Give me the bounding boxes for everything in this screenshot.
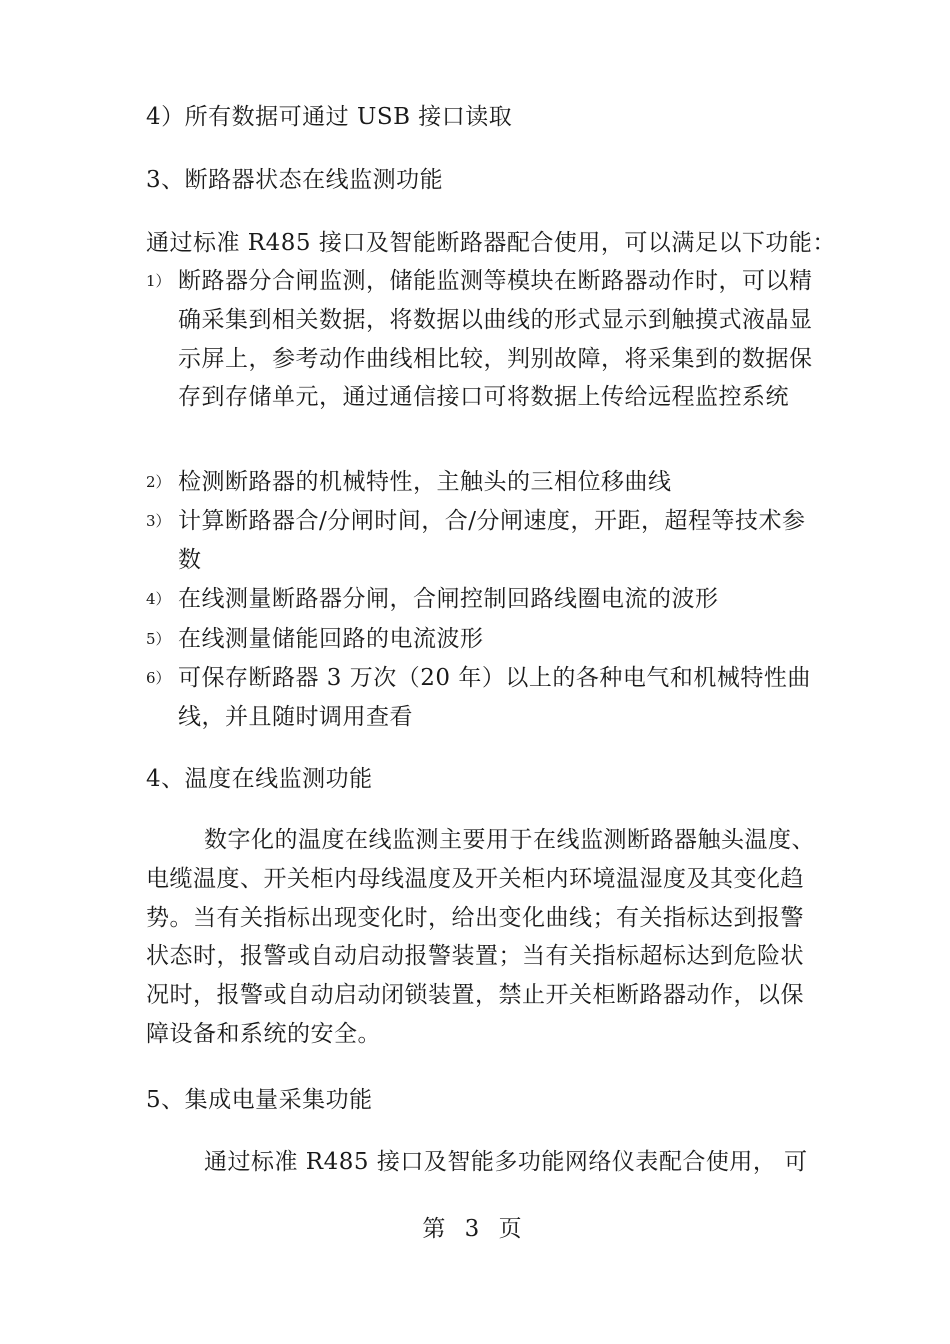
section-5-title: 5、集成电量采集功能	[146, 1087, 373, 1113]
page-number: 第 3 页	[422, 1216, 528, 1242]
list-item-number: 2）	[146, 473, 171, 491]
list-item-text: 在线测量储能回路的电流波形	[178, 626, 484, 652]
list-item-number: 6）	[146, 669, 171, 687]
section-4-title: 4、温度在线监测功能	[146, 766, 373, 792]
list-item-number: 1）	[146, 272, 171, 290]
list-item-text: 计算断路器合/分闸时间，合/分闸速度，开距，超程等技术参数	[178, 508, 806, 573]
section-4-body: 数字化的温度在线监测主要用于在线监测断路器触头温度、电缆温度、开关柜内母线温度及开关柜内环境温湿度及其变化趋势。当有关指标出现变化时，给出变化曲线；有关指标达到报警状态时，报警或自动启动报警装置；当有关指标超标达到危险状况时，报警或自动启动闭锁装置，禁止开关柜断路器动作，以保障设备和系统的安全。	[146, 827, 815, 1047]
list-item-text: 检测断路器的机械特性，主触头的三相位移曲线	[178, 469, 672, 495]
list-item-number: 4）	[146, 590, 171, 608]
section-3-intro: 通过标准 R485 接口及智能断路器配合使用，可以满足以下功能：	[146, 230, 836, 256]
list-item-text: 在线测量断路器分闸，合闸控制回路线圈电流的波形	[178, 586, 719, 612]
usb-read-line: 4）所有数据可通过 USB 接口读取	[146, 104, 513, 130]
section-5-intro: 通过标准 R485 接口及智能多功能网络仪表配合使用， 可	[204, 1149, 808, 1175]
list-item-text: 断路器分合闸监测，储能监测等模块在断路器动作时，可以精确采集到相关数据，将数据以曲线的形式显示到触摸式液晶显示屏上，参考动作曲线相比较，判别故障，将采集到的数据保存到存储单元，通过通信接口可将数据上传给远程监控系统	[178, 268, 813, 411]
list-item-text: 可保存断路器 3 万次（20 年）以上的各种电气和机械特性曲线，并且随时调用查看	[178, 665, 811, 730]
section-3-title: 3、断路器状态在线监测功能	[146, 167, 444, 193]
list-item-number: 5）	[146, 630, 171, 648]
list-item-number: 3）	[146, 512, 171, 530]
